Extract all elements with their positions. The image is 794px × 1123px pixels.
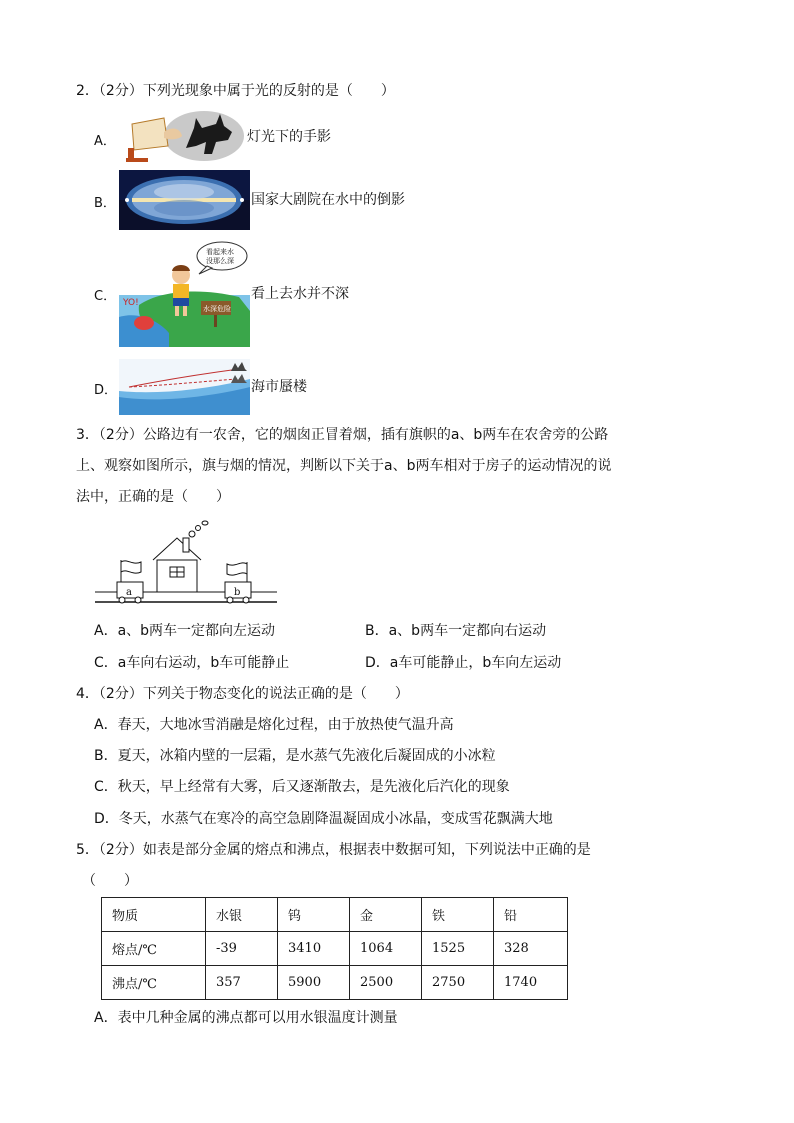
q5-stem-line-2: （ ） (82, 873, 138, 889)
table-cell: 1525 (422, 932, 494, 966)
q2-option-c-text: 看上去水并不深 (251, 286, 349, 302)
car-a-label: a (126, 587, 132, 598)
q3-option-c: C．a车向右运动，b车可能静止 (94, 655, 290, 671)
table-header-row (102, 898, 568, 932)
table-cell: 1740 (494, 966, 568, 1000)
q4-option-a: A．春天，大地冰雪消融是熔化过程，由于放热使气温升高 (94, 717, 454, 733)
q4-option-d: D．冬天，水蒸气在寒冷的高空急剧降温凝固成小冰晶，变成雪花飘满大地 (94, 811, 553, 827)
q2-option-d-text: 海市蜃楼 (251, 379, 307, 395)
metal-melting-boiling-table (101, 897, 568, 1000)
q3-option-b: B．a、b两车一定都向右运动 (365, 623, 547, 639)
table-cell: 3410 (278, 932, 350, 966)
q3-stem-line-1: 3．（2分）公路边有一农舍，它的烟囱正冒着烟，插有旗帜的a、b两车在农舍旁的公路 (76, 427, 609, 443)
q3-option-d: D．a车可能静止，b车向左运动 (365, 655, 562, 671)
house-and-cars-diagram (95, 518, 277, 608)
table-cell: 铁 (422, 898, 494, 932)
table-cell: 沸点/℃ (102, 966, 206, 1000)
q2-option-c-letter: C． (94, 289, 117, 304)
table-cell: 2750 (422, 966, 494, 1000)
svg-text:YO!: YO! (123, 298, 139, 308)
table-cell: 357 (206, 966, 278, 1000)
table-cell: 金 (350, 898, 422, 932)
table-row (102, 966, 568, 1000)
table-cell: 钨 (278, 898, 350, 932)
q4-stem: 4．（2分）下列关于物态变化的说法正确的是（ ） (76, 686, 409, 702)
national-theatre-reflection-image (119, 170, 250, 230)
q2-option-a-text: 灯光下的手影 (247, 129, 331, 145)
speech-bubble-line-1: 看起来水 (206, 248, 234, 256)
speech-bubble-line-2: 没那么深 (206, 257, 234, 265)
table-cell: 熔点/℃ (102, 932, 206, 966)
table-cell: 328 (494, 932, 568, 966)
table-cell: 水银 (206, 898, 278, 932)
q3-stem-line-3: 法中，正确的是（ ） (76, 489, 230, 505)
q2-option-a-letter: A． (94, 134, 116, 149)
q3-stem-line-2: 上、观察如图所示，旗与烟的情况，判断以下关于a、b两车相对于房子的运动情况的说 (76, 458, 612, 474)
q5-option-a: A．表中几种金属的沸点都可以用水银温度计测量 (94, 1010, 398, 1026)
mirage-diagram-image (119, 359, 250, 415)
q2-option-b-letter: B． (94, 196, 116, 211)
table-cell: 5900 (278, 966, 350, 1000)
q2-option-b-text: 国家大剧院在水中的倒影 (251, 192, 405, 208)
boy-at-water-cartoon-image (119, 241, 250, 347)
table-row (102, 932, 568, 966)
q2-option-d-letter: D． (94, 383, 118, 398)
q4-option-c: C．秋天，早上经常有大雾，后又逐渐散去，是先液化后汽化的现象 (94, 779, 510, 795)
q4-option-b: B．夏天，冰箱内壁的一层霜，是水蒸气先液化后凝固成的小冰粒 (94, 748, 496, 764)
table-cell: 物质 (102, 898, 206, 932)
hand-shadow-image (124, 110, 244, 162)
table-cell: 1064 (350, 932, 422, 966)
q2-stem: 2．（2分）下列光现象中属于光的反射的是（ ） (76, 83, 395, 99)
car-b-label: b (234, 587, 241, 598)
table-cell: -39 (206, 932, 278, 966)
table-cell: 铅 (494, 898, 568, 932)
q5-stem-line-1: 5．（2分）如表是部分金属的熔点和沸点，根据表中数据可知，下列说法中正确的是 (76, 842, 591, 858)
warning-sign-text: 水深危险 (203, 305, 231, 313)
q3-option-a: A．a、b两车一定都向左运动 (94, 623, 276, 639)
table-cell: 2500 (350, 966, 422, 1000)
